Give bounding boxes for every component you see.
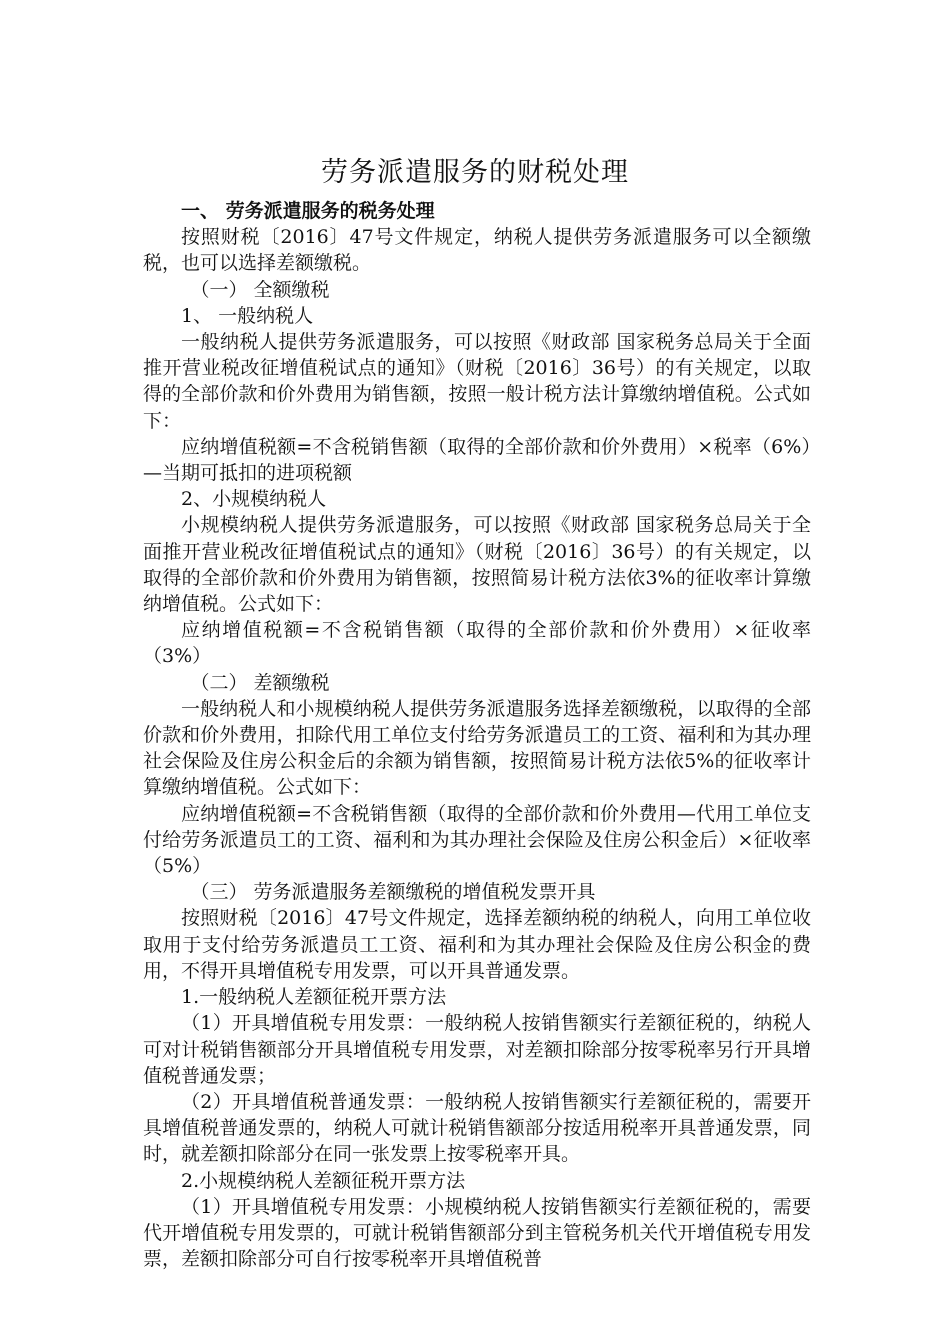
subsection-heading: （三） 劳务派遣服务差额缴税的增值税发票开具 (190, 881, 596, 904)
document-body (143, 198, 811, 1272)
paragraph: 按照财税〔2016〕47号文件规定，纳税人提供劳务派遣服务可以全额缴税，也可以选择差额缴税。 (143, 226, 811, 275)
paragraph: 按照财税〔2016〕47号文件规定，选择差额纳税的纳税人，向用工单位收取用于支付给劳务派遣员工工资、福利和为其办理社会保险及住房公积金的费用，不得开具增值税专用发票，可以开具普通发票。 (143, 907, 811, 982)
paragraph: （1）开具增值税专用发票：一般纳税人按销售额实行差额征税的，纳税人可对计税销售额部分开具增值税专用发票，对差额扣除部分按零税率另行开具增值税普通发票； (143, 1012, 811, 1087)
paragraph: 小规模纳税人提供劳务派遣服务，可以按照《财政部 国家税务总局关于全面推开营业税改征增值税试点的通知》（财税〔2016〕36号）的有关规定，以取得的全部价款和价外费用为销售额，按照简易计税方法依3%的征收率计算缴纳增值税。公式如下： (143, 514, 811, 616)
paragraph: 2.小规模纳税人差额征税开票方法 (181, 1169, 466, 1192)
document-title: 劳务派遣服务的财税处理 (321, 157, 629, 188)
paragraph: 应纳增值税额=不含税销售额（取得的全部价款和价外费用）×税率（6%）—当期可抵扣的进项税额 (143, 435, 811, 485)
paragraph: 1.一般纳税人差额征税开票方法 (181, 986, 447, 1009)
paragraph: 1、 一般纳税人 (181, 304, 314, 327)
paragraph: 应纳增值税额=不含税销售额（取得的全部价款和价外费用）×征收率（3%） (143, 619, 811, 668)
paragraph: 一般纳税人和小规模纳税人提供劳务派遣服务选择差额缴税，以取得的全部价款和价外费用，扣除代用工单位支付给劳务派遣员工的工资、福利和为其办理社会保险及住房公积金后的余额为销售额，按照简易计税方法依5%的征收率计算缴纳增值税。公式如下： (143, 697, 811, 799)
paragraph: 应纳增值税额=不含税销售额（取得的全部价款和价外费用—代用工单位支付给劳务派遣员工的工资、福利和为其办理社会保险及住房公积金后）×征收率（5%） (143, 802, 811, 878)
paragraph: （1）开具增值税专用发票：小规模纳税人按销售额实行差额征税的，需要代开增值税专用发票的，可就计税销售额部分到主管税务机关代开增值税专用发票，差额扣除部分可自行按零税率开具增值税普 (143, 1195, 811, 1271)
subsection-heading: （二） 差额缴税 (190, 671, 330, 694)
paragraph: 一般纳税人提供劳务派遣服务，可以按照《财政部 国家税务总局关于全面推开营业税改征增值税试点的通知》（财税〔2016〕36号）的有关规定，以取得的全部价款和价外费用为销售额，按照一般计税方法计算缴纳增值税。公式如下： (143, 331, 811, 432)
paragraph: 2、小规模纳税人 (181, 488, 327, 511)
subsection-heading: （一） 全额缴税 (190, 278, 330, 301)
section-heading: 一、 劳务派遣服务的税务处理 (181, 200, 435, 222)
paragraph: （2）开具增值税普通发票：一般纳税人按销售额实行差额征税的，需要开具增值税普通发票的，纳税人可就计税销售额部分按适用税率开具普通发票，同时，就差额扣除部分在同一张发票上按零税率开具。 (143, 1090, 811, 1166)
